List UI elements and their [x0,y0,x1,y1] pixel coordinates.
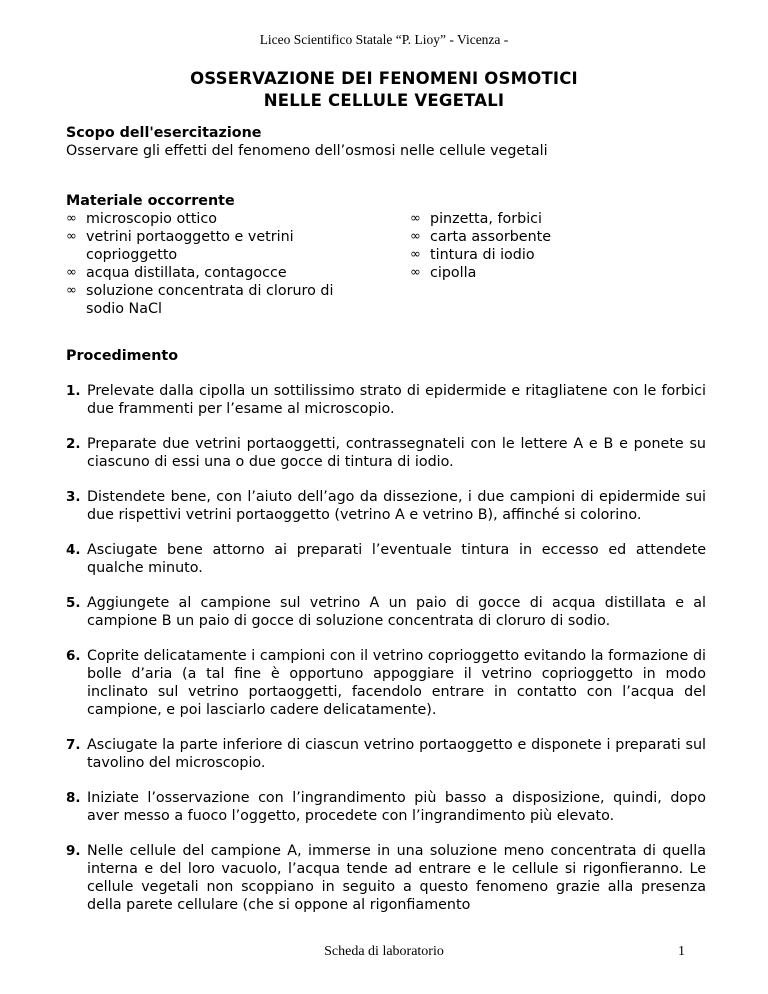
material-label: soluzione concentrata di cloruro di sodio NaCl [86,283,334,317]
step-text: Aggiungete al campione sul vetrino A un paio di gocce di acqua distillata e al campione B un paio di gocce di soluzione concentrata di cloruro di sodio. [87,595,706,629]
material-label: cipolla [430,265,477,281]
step-text: Nelle cellule del campione A, immerse in una soluzione meno concentrata di quella interna e del loro vacuolo, l’acqua tende ad entrare e le cellule si rigonfieranno. Le cellule vegetali non scoppiano in seguito a questo fenomeno grazie alla presenza della parete cellulare (che si oppone al rigonfiamento [87,843,706,913]
material-item [66,282,366,318]
step-number: 6. [66,648,81,664]
material-item [410,264,710,282]
bullet-icon: ∞ [410,247,421,262]
procedure-step [66,382,706,418]
bullet-icon: ∞ [410,229,421,244]
material-label: pinzetta, forbici [430,211,543,227]
material-item [66,264,366,282]
step-text: Distendete bene, con l’aiuto dell’ago da dissezione, i due campioni di epidermide sui due rispettivi vetrini portaoggetto (vetrino A e vetrino B), affinché si colorino. [87,489,706,523]
step-text: Asciugate bene attorno ai preparati l’eventuale tintura in eccesso ed attendete qualche minuto. [87,542,706,576]
scope-heading: Scopo dell'esercitazione [66,125,262,141]
step-number: 2. [66,436,81,452]
materials-heading: Materiale occorrente [66,193,235,209]
procedure-step [66,488,706,524]
material-label: microscopio ottico [86,211,218,227]
title-line-2: NELLE CELLULE VEGETALI [263,91,505,110]
step-text: Asciugate la parte inferiore di ciascun vetrino portaoggetto e disponete i preparati sul tavolino del microscopio. [87,737,706,771]
procedure-step [66,842,706,914]
step-text: Iniziate l’osservazione con l’ingrandimento più basso a disposizione, quindi, dopo aver messo a fuoco l’oggetto, procedete con l’ingrandimento più elevato. [87,790,706,824]
material-item [66,210,366,228]
footer-label: Scheda di laboratorio [324,944,444,959]
procedure-step [66,594,706,630]
scope-text: Osservare gli effetti del fenomeno dell’osmosi nelle cellule vegetali [66,143,548,159]
step-number: 1. [66,383,81,399]
material-item [410,210,710,228]
procedure-steps [66,382,706,931]
bullet-icon: ∞ [66,265,77,280]
bullet-icon: ∞ [66,211,77,226]
materials-list-left [66,210,366,318]
procedure-step [66,647,706,719]
materials-list-right [410,210,710,282]
step-text: Prelevate dalla cipolla un sottilissimo strato di epidermide e ritagliatene con le forbici due frammenti per l’esame al microscopio. [87,383,706,417]
procedure-step [66,736,706,772]
page-number: 1 [678,944,685,959]
step-number: 7. [66,737,81,753]
document-title [0,68,768,112]
step-number: 5. [66,595,81,611]
material-item [66,228,366,264]
step-text: Coprite delicatamente i campioni con il vetrino coprioggetto evitando la formazione di bolle d’aria (a tal fine è opportuno appoggiare il vetrino coprioggetto in modo inclinato sul vetrino portaoggetti, facendolo entrare in contatto con l’acqua del campione, e poi lasciarlo cadere delicatamente). [87,648,706,718]
bullet-icon: ∞ [66,283,77,298]
procedure-step [66,789,706,825]
scope-section [66,124,706,160]
step-number: 4. [66,542,81,558]
page-header: Liceo Scientifico Statale “P. Lioy” - Vicenza - [259,32,509,47]
step-number: 3. [66,489,81,505]
bullet-icon: ∞ [66,229,77,244]
material-label: vetrini portaoggetto e vetrini coprioggetto [86,229,294,263]
bullet-icon: ∞ [410,265,421,280]
bullet-icon: ∞ [410,211,421,226]
title-line-1: OSSERVAZIONE DEI FENOMENI OSMOTICI [190,69,578,88]
material-label: tintura di iodio [430,247,535,263]
step-number: 8. [66,790,81,806]
procedure-step [66,435,706,471]
step-number: 9. [66,843,81,859]
material-item [410,228,710,246]
step-text: Preparate due vetrini portaoggetti, contrassegnateli con le lettere A e B e ponete su ciascuno di essi una o due gocce di tintura di iodio. [87,436,706,470]
material-label: carta assorbente [430,229,552,245]
procedure-step [66,541,706,577]
material-label: acqua distillata, contagocce [86,265,287,281]
procedure-heading: Procedimento [66,348,179,364]
material-item [410,246,710,264]
